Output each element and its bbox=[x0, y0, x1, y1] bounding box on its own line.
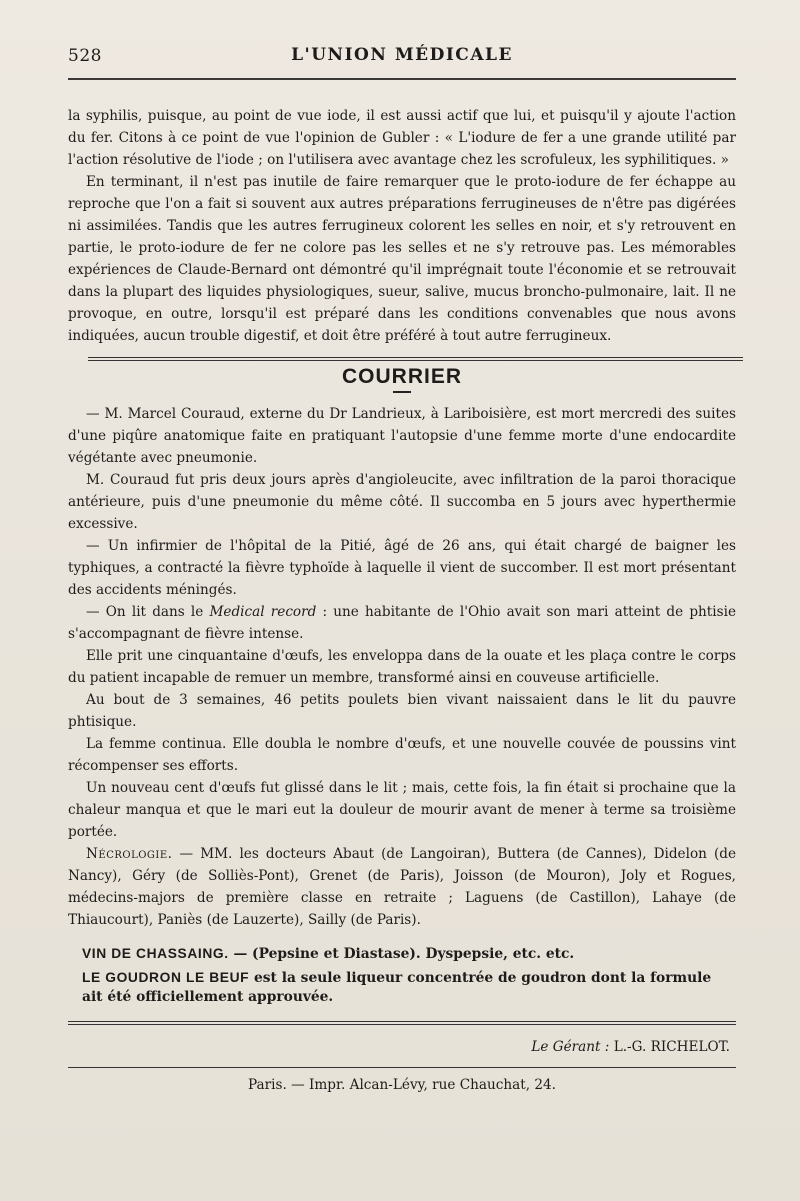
ad-lead: VIN DE CHASSAING. bbox=[82, 946, 229, 961]
source-title: Medical record bbox=[209, 604, 317, 620]
page-number: 528 bbox=[68, 46, 102, 66]
news-item: Elle prit une cinquantaine d'œufs, les enveloppa dans de la ouate et les plaça contre le corps du patient incapable de remuer un membre, transformé ainsi en couveuse artificielle. bbox=[68, 648, 736, 686]
gerant-signature bbox=[68, 1039, 736, 1055]
news-text: — On lit dans le bbox=[86, 604, 210, 620]
ad-vin-de-chassaing bbox=[82, 944, 736, 964]
advertisements bbox=[68, 944, 736, 1007]
ad-goudron-le-beuf bbox=[82, 968, 736, 1007]
header-rule bbox=[68, 78, 736, 80]
news-item: La femme continua. Elle doubla le nombre d'œufs, et une nouvelle couvée de poussins vint récompenser ses efforts. bbox=[68, 736, 736, 774]
news-item: — Un infirmier de l'hôpital de la Pitié, âgé de 26 ans, qui était chargé de baigner les typhiques, a contracté la fièvre typhoïde à laquelle il vient de succomber. Il est mort présentant des accidents méningés. bbox=[68, 538, 736, 598]
continued-article bbox=[68, 105, 736, 347]
ad-text: est la seule liqueur concentrée de goudron dont la formule ait été officiellement approuvée. bbox=[82, 970, 712, 1005]
gerant-label: Le Gérant : bbox=[531, 1039, 610, 1055]
news-item: Au bout de 3 semaines, 46 petits poulets bien vivant naissaient dans le lit du pauvre phtisique. bbox=[68, 692, 736, 730]
article-paragraph: En terminant, il n'est pas inutile de faire remarquer que le proto-iodure de fer échappe au reproche que l'on a fait si souvent aux autres préparations ferrugineuses de n'être pas digérées ni assimilées. Tandis que les autres ferrugineux colorent les selles en noir, et s'y retrouvent en partie, le proto-iodure de fer ne colore pas les selles et ne s'y retrouve pas. Les mémorables expériences de Claude-Bernard ont démontré qu'il imprégnait toute l'économie et se retrouvait dans la plupart des liquides physiologiques, sueur, salive, mucus broncho-pulmonaire, lait. Il ne provoque, en outre, lorsqu'il est préparé dans les conditions convenables que nous avons indiquées, aucun trouble digestif, et doit être préféré à tout autre ferrugineux. bbox=[68, 174, 736, 344]
news-text: : une habitante de l'Ohio avait son mari atteint de phtisie s'accompagnant de fièvre intense. bbox=[68, 604, 736, 642]
printer-rule bbox=[68, 1067, 736, 1068]
section-title-courrier: COURRIER bbox=[341, 365, 462, 388]
ad-paren: — (Pepsine et Diastase). bbox=[228, 946, 421, 962]
news-item bbox=[68, 601, 736, 645]
news-item: Un nouveau cent d'œufs fut glissé dans le lit ; mais, cette fois, la fin était si prochaine que la chaleur manqua et que le mari eut la douleur de mourir avant de mener à terme sa troisième portée. bbox=[68, 780, 736, 840]
title-dash bbox=[393, 391, 411, 393]
courrier-section bbox=[68, 403, 736, 931]
obituary-text: — MM. les docteurs Abaut (de Langoiran), Buttera (de Cannes), Didelon (de Nancy), Géry (de Solliès-Pont), Grenet (de Paris), Joisson (de Mouron), Joly et Rogues, médecins-majors de première classe en retraite ; Laguens (de Castillon), Lahaye (de Thiaucourt), Paniès (de Lauzerte), Sailly (de Paris). bbox=[68, 846, 736, 928]
ad-lead: LE GOUDRON LE BEUF bbox=[82, 970, 250, 985]
obituary-item bbox=[68, 843, 736, 931]
obituary-label: Nécrologie. bbox=[86, 846, 173, 862]
gerant-name: L.-G. RICHELOT. bbox=[609, 1039, 730, 1055]
printer-imprint: Paris. — Impr. Alcan-Lévy, rue Chauchat, 24. bbox=[248, 1077, 556, 1093]
section-divider bbox=[88, 357, 743, 361]
footer-divider bbox=[68, 1021, 736, 1025]
ad-text: Dyspepsie, etc. etc. bbox=[420, 946, 575, 962]
article-paragraph: la syphilis, puisque, au point de vue iode, il est aussi actif que lui, et puisqu'il y ajoute l'action du fer. Citons à ce point de vue l'opinion de Gubler : « L'iodure de fer a une grande utilité par l'action résolutive de l'iode ; on l'utilisera avec avantage chez les scrofuleux, les syphilitiques. » bbox=[68, 108, 736, 168]
page-header bbox=[68, 40, 736, 74]
running-title: L'UNION MÉDICALE bbox=[291, 45, 513, 65]
news-item: — M. Marcel Couraud, externe du Dr Landrieux, à Lariboisière, est mort mercredi des suites d'une piqûre anatomique faite en pratiquant l'autopsie d'une femme morte d'une endocardite végétante avec pneumonie. bbox=[68, 406, 736, 466]
news-item: M. Couraud fut pris deux jours après d'angioleucite, avec infiltration de la paroi thoracique antérieure, puis d'une pneumonie du même côté. Il succomba en 5 jours avec hyperthermie excessive. bbox=[68, 472, 736, 532]
